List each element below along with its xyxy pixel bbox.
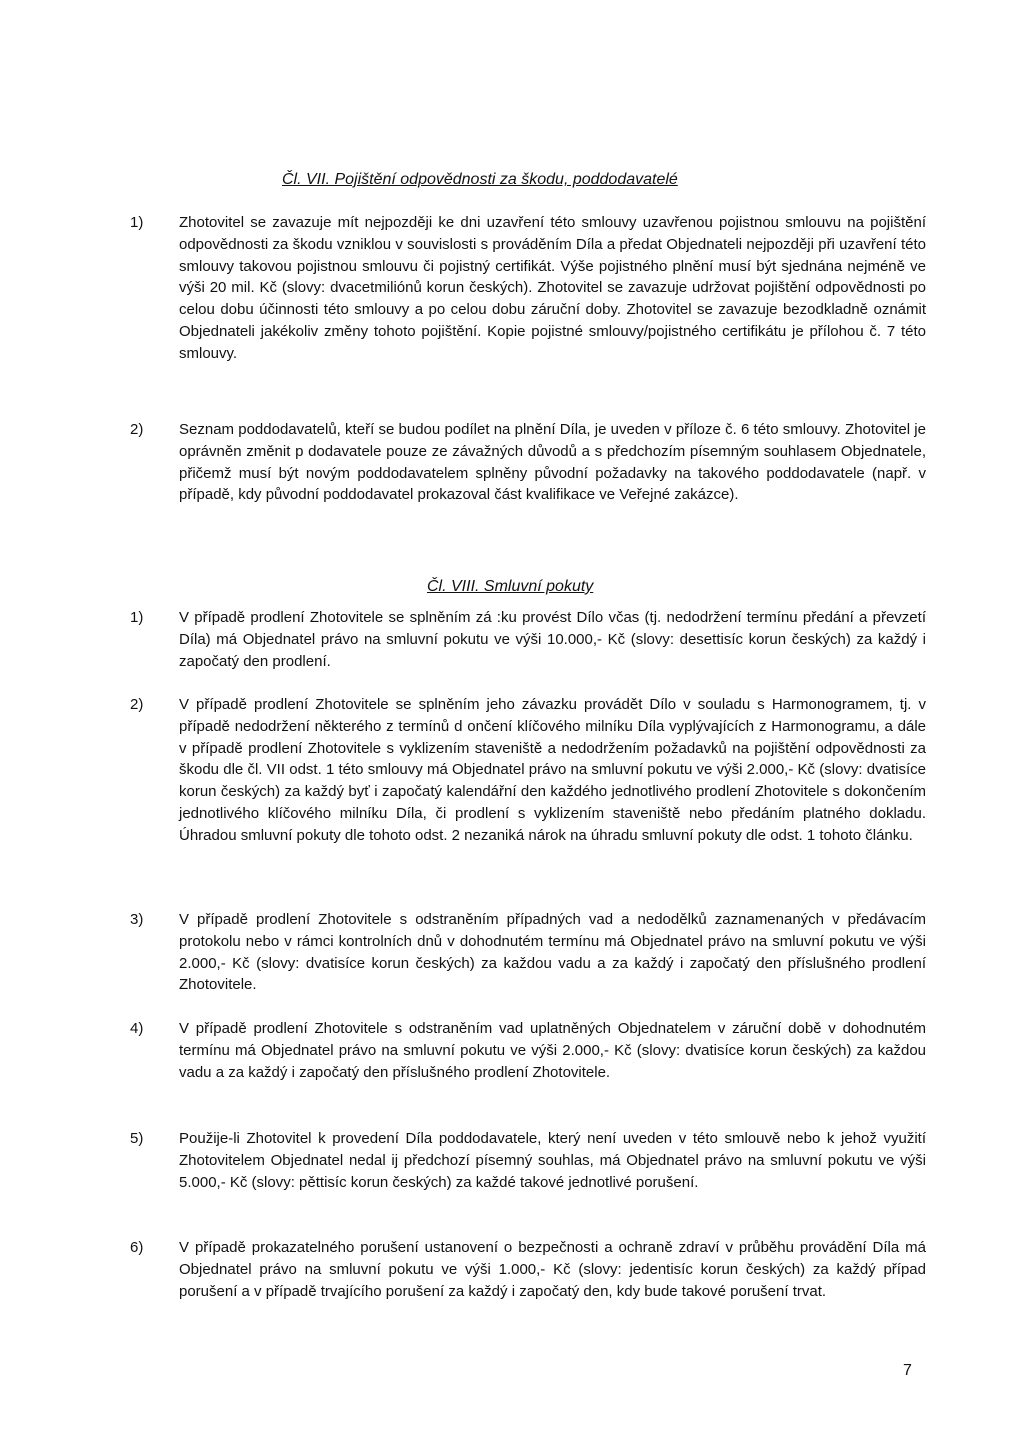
item-number: 4): [130, 1020, 144, 1037]
section-7-item-1: [130, 212, 926, 365]
section-8-item-2: [130, 694, 926, 847]
item-text: Zhotovitel se zavazuje mít nejpozději ke dni uzavření této smlouvy uzavřenou pojistnou smlouvu na pojištění odpovědnosti za škodu vzniklou v souvislosti s prováděním Díla a předat Objednateli nejpozději při uzavření této smlouvy takovou pojistnou smlouvu či pojistný certifikát. Výše pojistného plnění musí být sjednána nejméně ve výši 20 mil. Kč (slovy: dvacetmiliónů korun českých). Zhotovitel se zavazuje udržovat pojištění odpovědnosti po celou dobu účinnosti této smlouvy a po celou dobu záruční doby. Zhotovitel se zavazuje bezodkladně oznámit Objednateli jakékoliv změny tohoto pojištění. Kopie pojistné smlouvy/pojistného certifikátu je přílohou č. 7 této smlouvy.: [179, 214, 926, 362]
section-7-item-2: [130, 419, 926, 506]
item-text: V případě prokazatelného porušení ustanovení o bezpečnosti a ochraně zdraví v průběhu provádění Díla má Objednatel právo na smluvní pokutu ve výši 1.000,- Kč (slovy: jedentisíc korun českých) za každý případ porušení a v případě trvajícího porušení za každý i započatý den, kdy bude takové porušení trvat.: [179, 1239, 926, 1300]
item-text: V případě prodlení Zhotovitele se splněním jeho závazku provádět Dílo v souladu s Harmonogramem, tj. v případě nedodržení některého z termínů d ončení klíčového milníku Díla vyplývajících z Harmonogramu, a dále v případě prodlení Zhotovitele s vyklizením staveniště a nedodržením požadavků na pojištění odpovědnosti za škodu dle čl. VII odst. 1 této smlouvy má Objednatel právo na smluvní pokutu ve výši 2.000,- Kč (slovy: dvatisíce korun českých) za každý byť i započatý kalendářní den každého jednotlivého prodlení Zhotovitele s dokončením jednotlivého klíčového milníku Díla, či prodlení s vyklizením staveniště nebo předáním platného dokladu. Úhradou smluvní pokuty dle tohoto odst. 2 nezaniká nárok na úhradu smluvní pokuty dle odst. 1 tohoto článku.: [179, 696, 926, 844]
item-text: V případě prodlení Zhotovitele s odstraněním vad uplatněných Objednatelem v záruční době v dohodnutém termínu má Objednatel právo na smluvní pokutu ve výši 2.000,- Kč (slovy: dvatisíce korun českých) za každou vadu a za každý i započatý den příslušného prodlení Zhotovitele.: [179, 1020, 926, 1081]
page-number: 7: [903, 1362, 912, 1379]
item-number: 2): [130, 421, 144, 438]
item-number: 6): [130, 1239, 144, 1256]
item-number: 3): [130, 911, 144, 928]
item-number: 2): [130, 696, 144, 713]
section-8-item-5: [130, 1128, 926, 1193]
section-7-heading: Čl. VII. Pojištění odpovědnosti za škodu, poddodavatelé: [282, 171, 678, 188]
item-number: 1): [130, 609, 144, 626]
item-number: 1): [130, 214, 144, 231]
section-8-item-3: [130, 909, 926, 996]
item-text: Seznam poddodavatelů, kteří se budou podílet na plnění Díla, je uveden v příloze č. 6 této smlouvy. Zhotovitel je oprávněn změnit p dodavatele pouze ze závažných důvodů a s předchozím písemným souhlasem Objednatele, přičemž musí být novým poddodavatelem splněny původní požadavky na takového poddodavatele (např. v případě, kdy původní poddodavatel prokazoval část kvalifikace ve Veřejné zakázce).: [179, 421, 926, 504]
section-8-heading: Čl. VIII. Smluvní pokuty: [427, 578, 594, 595]
section-8-item-4: [130, 1018, 926, 1083]
item-number: 5): [130, 1130, 144, 1147]
item-text: V případě prodlení Zhotovitele se splněním zá :ku provést Dílo včas (tj. nedodržení termínu předání a převzetí Díla) má Objednatel právo na smluvní pokutu ve výši 10.000,- Kč (slovy: desettisíc korun českých) za každý i započatý den prodlení.: [179, 609, 926, 670]
item-text: V případě prodlení Zhotovitele s odstraněním případných vad a nedodělků zaznamenaných v předávacím protokolu nebo v rámci kontrolních dnů v dohodnutém termínu má Objednatel právo na smluvní pokutu ve výši 2.000,- Kč (slovy: dvatisíce korun českých) za každou vadu a za každý i započatý den příslušného prodlení Zhotovitele.: [179, 911, 926, 994]
section-8-item-6: [130, 1237, 926, 1302]
item-text: Použije-li Zhotovitel k provedení Díla poddodavatele, který není uveden v této smlouvě nebo k jehož využití Zhotovitelem Objednatel nedal ij předchozí písemný souhlas, má Objednatel právo na smluvní pokutu ve výši 5.000,- Kč (slovy: pěttisíc korun českých) za každé takové jednotlivé porušení.: [179, 1130, 926, 1191]
section-8-item-1: [130, 607, 926, 672]
